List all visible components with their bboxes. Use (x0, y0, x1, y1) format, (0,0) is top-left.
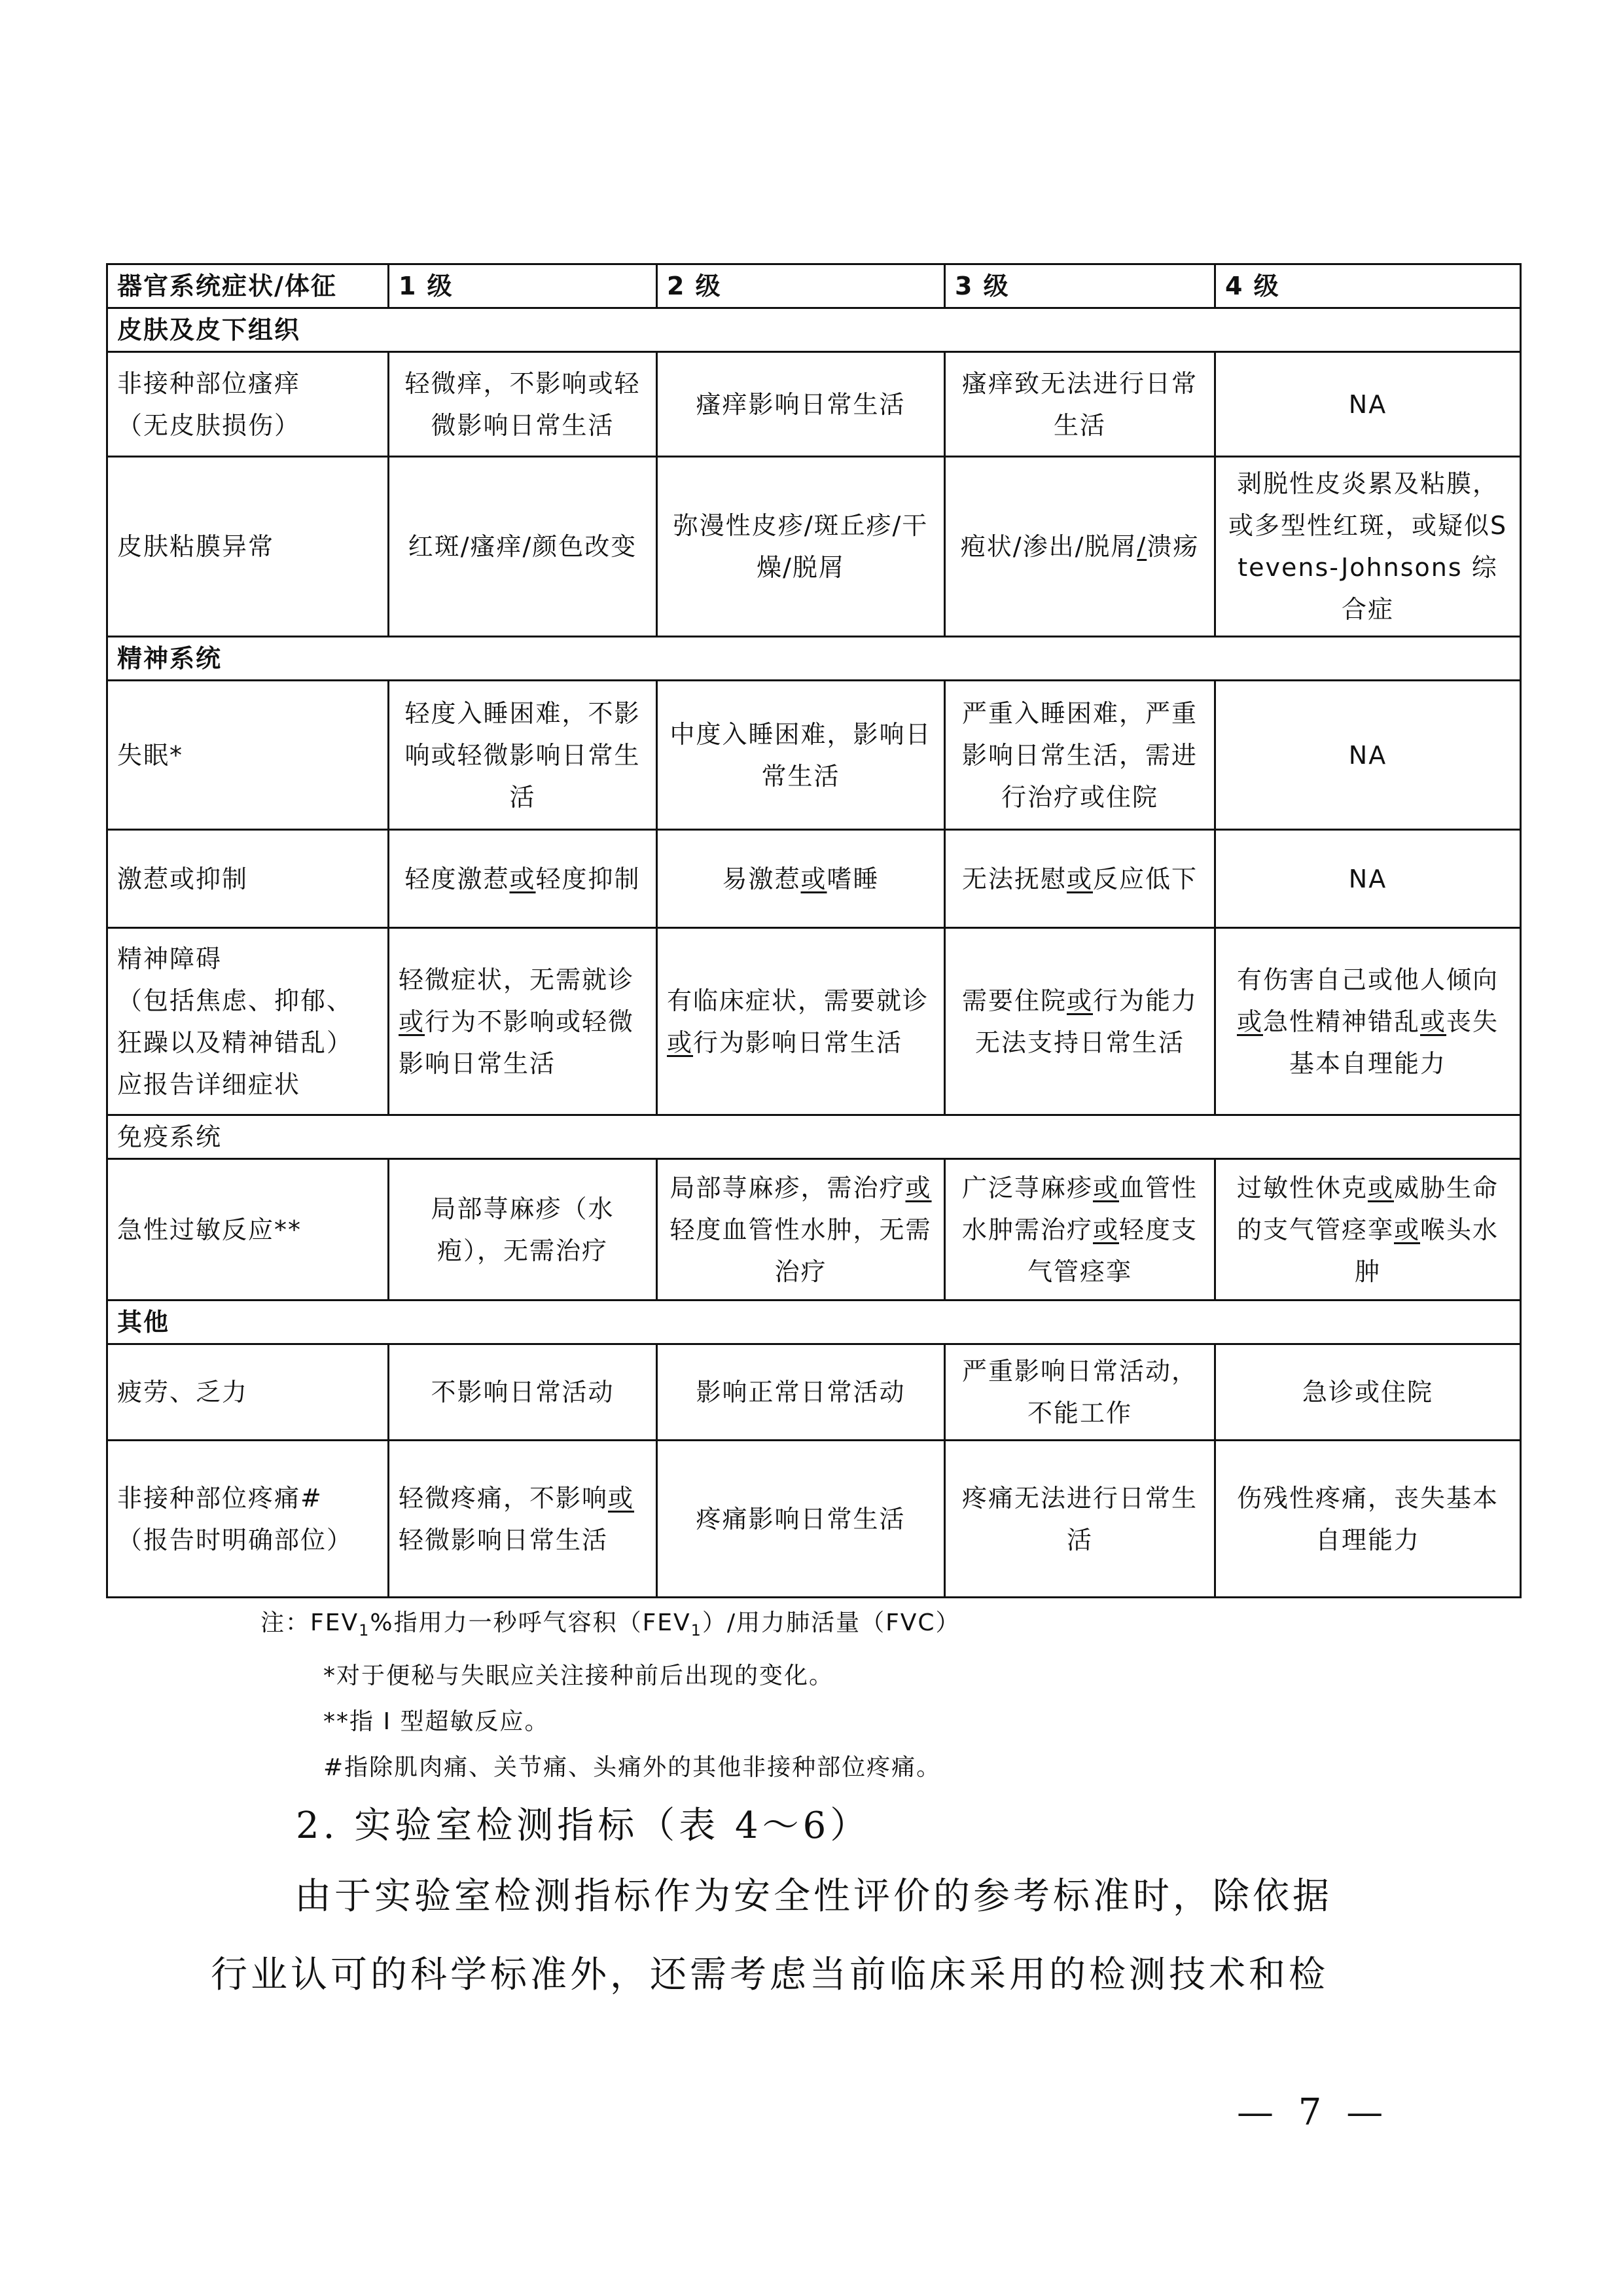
grade-2-cell: 疼痛影响日常生活 (657, 1441, 945, 1598)
grade-3-cell: 疱状/渗出/脱屑/溃疡 (945, 457, 1215, 637)
symptom-cell: 皮肤粘膜异常 (107, 457, 389, 637)
grade-1-cell: 轻微症状，无需就诊或行为不影响或轻微影响日常生活 (389, 928, 657, 1115)
grade-4-cell: 有伤害自己或他人倾向或急性精神错乱或丧失基本自理能力 (1215, 928, 1521, 1115)
symptom-cell: 急性过敏反应** (107, 1159, 389, 1300)
body-paragraph-line-1: 由于实验室检测指标作为安全性评价的参考标准时，除依据 (294, 1875, 1332, 1918)
section-title: 皮肤及皮下组织 (107, 308, 1521, 352)
grade-2-cell: 瘙痒影响日常生活 (657, 352, 945, 457)
grade-1-cell: 轻微疼痛，不影响或轻微影响日常生活 (389, 1441, 657, 1598)
section-row-immune (107, 1115, 1521, 1159)
symptom-cell: 失眠* (107, 681, 389, 830)
note-pain: #指除肌肉痛、关节痛、头痛外的其他非接种部位疼痛。 (323, 1754, 942, 1782)
symptom-cell: 疲劳、乏力 (107, 1344, 389, 1441)
grade-4-cell: 急诊或住院 (1215, 1344, 1521, 1441)
table-header-row (107, 264, 1521, 308)
grade-1-cell: 轻度入睡困难，不影响或轻微影响日常生活 (389, 681, 657, 830)
grade-4-cell: NA (1215, 830, 1521, 928)
table-row (107, 830, 1521, 928)
symptom-cell: 激惹或抑制 (107, 830, 389, 928)
page-number: — 7 — (1237, 2091, 1390, 2134)
symptom-cell: 精神障碍 （包括焦虑、抑郁、狂躁以及精神错乱）应报告详细症状 (107, 928, 389, 1115)
header-grade-2: 2 级 (657, 264, 945, 308)
body-paragraph-line-2: 行业认可的科学标准外，还需考虑当前临床采用的检测技术和检 (211, 1954, 1329, 1996)
table-row (107, 1441, 1521, 1598)
grade-3-cell: 严重影响日常活动，不能工作 (945, 1344, 1215, 1441)
grade-3-cell: 疼痛无法进行日常生活 (945, 1441, 1215, 1598)
header-grade-1: 1 级 (389, 264, 657, 308)
grade-3-cell: 无法抚慰或反应低下 (945, 830, 1215, 928)
section-title: 精神系统 (107, 637, 1521, 681)
header-organ-system: 器官系统症状/体征 (107, 264, 389, 308)
grade-4-cell: 过敏性休克或威胁生命的支气管痉挛或喉头水肿 (1215, 1159, 1521, 1300)
grade-2-cell: 易激惹或嗜睡 (657, 830, 945, 928)
note-hypersensitivity: **指 I 型超敏反应。 (323, 1708, 550, 1736)
grade-4-cell: NA (1215, 681, 1521, 830)
section-row-mental (107, 637, 1521, 681)
table-notes (260, 1600, 961, 1791)
grade-4-cell: NA (1215, 352, 1521, 457)
table-row (107, 352, 1521, 457)
grade-1-cell: 红斑/瘙痒/颜色改变 (389, 457, 657, 637)
symptom-cell: 非接种部位疼痛# （报告时明确部位） (107, 1441, 389, 1598)
grade-1-cell: 不影响日常活动 (389, 1344, 657, 1441)
grade-1-cell: 轻微痒，不影响或轻微影响日常生活 (389, 352, 657, 457)
grade-4-cell: 剥脱性皮炎累及粘膜，或多型性红斑，或疑似Stevens-Johnsons 综合症 (1215, 457, 1521, 637)
adverse-event-grading-table (106, 263, 1522, 1598)
grade-2-cell: 中度入睡困难，影响日常生活 (657, 681, 945, 830)
section-row-other (107, 1300, 1521, 1344)
table-row (107, 1344, 1521, 1441)
grade-1-cell: 轻度激惹或轻度抑制 (389, 830, 657, 928)
section-row-skin (107, 308, 1521, 352)
grade-3-cell: 瘙痒致无法进行日常生活 (945, 352, 1215, 457)
table-row (107, 681, 1521, 830)
grade-4-cell: 伤残性疼痛，丧失基本自理能力 (1215, 1441, 1521, 1598)
section-heading: 2. 实验室检测指标（表 4～6） (296, 1804, 871, 1847)
table-row (107, 928, 1521, 1115)
note-fev1: 注：$FEV_1\%$指用力一秒呼气容积$(FEV_1)/$用力肺活量（FVC） (260, 1609, 961, 1640)
table-row (107, 1159, 1521, 1300)
grade-3-cell: 广泛荨麻疹或血管性水肿需治疗或轻度支气管痉挛 (945, 1159, 1215, 1300)
grade-1-cell: 局部荨麻疹（水疱），无需治疗 (389, 1159, 657, 1300)
header-grade-3: 3 级 (945, 264, 1215, 308)
grade-2-cell: 影响正常日常活动 (657, 1344, 945, 1441)
note-constipation-insomnia: *对于便秘与失眠应关注接种前后出现的变化。 (323, 1662, 834, 1690)
grade-3-cell: 严重入睡困难，严重影响日常生活，需进行治疗或住院 (945, 681, 1215, 830)
symptom-cell: 非接种部位瘙痒 （无皮肤损伤） (107, 352, 389, 457)
section-title: 免疫系统 (107, 1115, 1521, 1159)
table-row (107, 457, 1521, 637)
grade-2-cell: 弥漫性皮疹/斑丘疹/干燥/脱屑 (657, 457, 945, 637)
grade-2-cell: 局部荨麻疹，需治疗或轻度血管性水肿，无需治疗 (657, 1159, 945, 1300)
grade-3-cell: 需要住院或行为能力无法支持日常生活 (945, 928, 1215, 1115)
header-grade-4: 4 级 (1215, 264, 1521, 308)
grade-2-cell: 有临床症状，需要就诊或行为影响日常生活 (657, 928, 945, 1115)
section-title: 其他 (107, 1300, 1521, 1344)
